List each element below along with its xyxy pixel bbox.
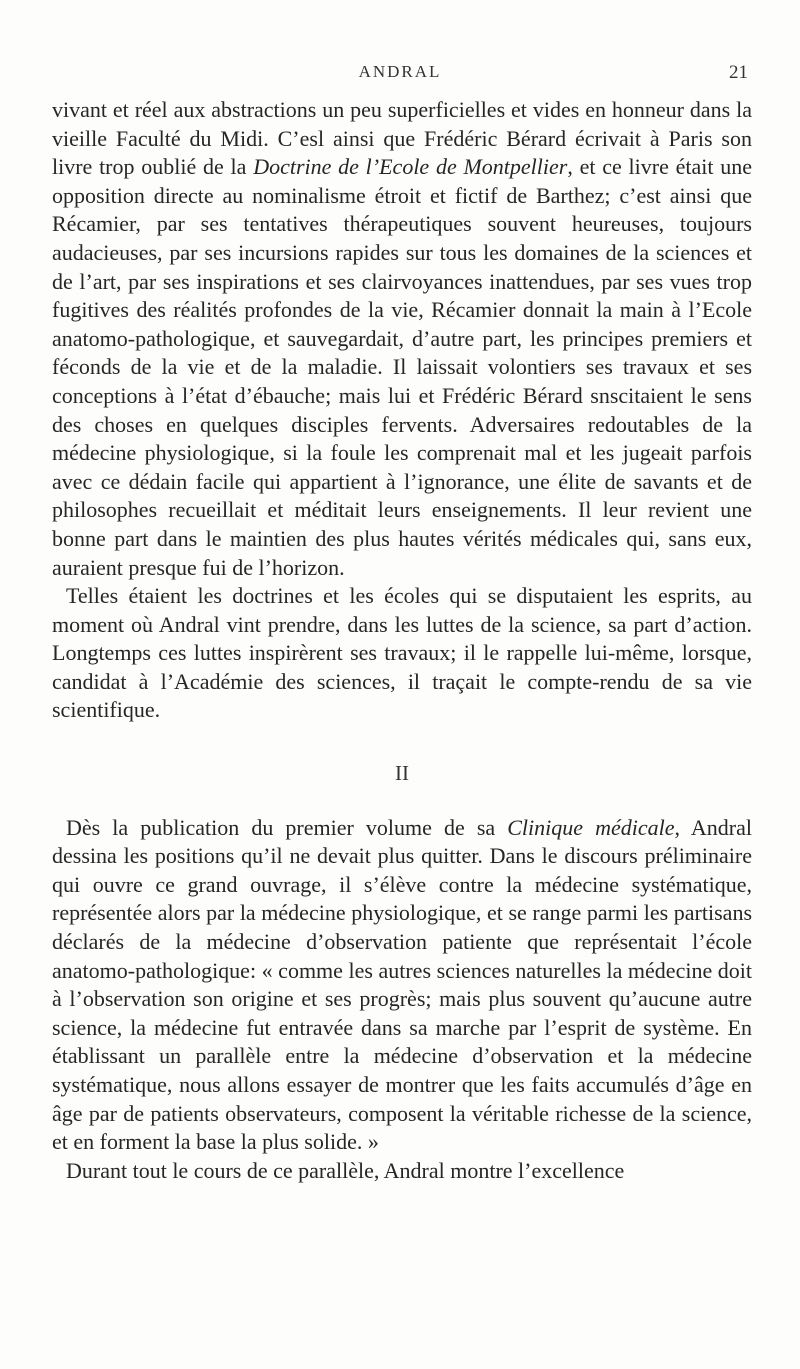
running-head bbox=[52, 62, 748, 86]
paragraph-1-text-b: , et ce livre était une opposition directe au nominalisme étroit et fictif de Barthez; c’est ainsi que Récamier, par ses tentatives thérapeutiques souvent heureuses, toujours audacieuses, par ses incursions rapides sur tous les domaines de la sciences et de l’art, par ses inspirations et ses clairvoyances inattendues, par ses vues trop fugitives des réalités profondes de la vie, Récamier donnait la main à l’Ecole anatomo-pathologique, et sauvegardait, d’autre part, les principes premiers et féconds de la vie et de la maladie. Il laissait volontiers ses travaux et ses conceptions à l’état d’ébauche; mais lui et Frédéric Bérard snscitaient le sens des choses en quelques disciples fervents. Adversaires redoutables de la médecine physiologique, si la foule les comprenait mal et les jugeait parfois avec ce dédain facile qui appartient à l’ignorance, une élite de savants et de philosophes recueillait et méditait leurs enseignements. Il leur revient une bonne part dans le maintien des plus hautes vérités médicales qui, sans eux, auraient presque fui de l’horizon. bbox=[52, 154, 752, 580]
book-title-clinique: Clinique médicale bbox=[507, 814, 675, 840]
running-title: ANDRAL bbox=[358, 62, 442, 81]
page-number: 21 bbox=[729, 62, 748, 83]
book-title-doctrine: Doctrine de l’Ecole de Montpellier bbox=[253, 154, 568, 180]
section-number: II bbox=[395, 761, 409, 786]
paragraph-3-text-b: , Andral dessina les positions qu’il ne devait plus quitter. Dans le discours préliminaire qui ouvre ce grand ouvrage, il s’élève contre la médecine systématique, représentée alors par la médecine physiologique, et se range parmi les partisans déclarés de la médecine d’observation patiente que représentait l’école anatomo-pathologique: « comme les autres sciences naturelles la médecine doit à l’observation son origine et ses progrès; mais plus souvent qu’aucune autre science, la médecine fut entravée dans sa marche par l’esprit de système. En établissant un parallèle entre la médecine d’observation et la médecine systématique, nous allons essayer de montrer que les faits accumulés d’âge en âge par de patients observateurs, composent la véritable richesse de la science, et en forment la base la plus solide. » bbox=[52, 814, 752, 1155]
body-text bbox=[52, 96, 752, 1185]
paragraph-3-text-a: Dès la publication du premier volume de sa bbox=[66, 814, 508, 840]
paragraph-2: Telles étaient les doctrines et les écoles qui se disputaient les esprits, au moment où Andral vint prendre, dans les luttes de la science, sa part d’action. Longtemps ces luttes inspirèrent ses travaux; il le rappelle lui-même, lorsque, candidat à l’Académie des sciences, il traçait le compte-rendu de sa vie scientifique. bbox=[52, 583, 752, 723]
paragraph-4: Durant tout le cours de ce parallèle, Andral montre l’excellence bbox=[66, 1157, 625, 1183]
paragraph-3 bbox=[52, 814, 752, 1157]
paragraph-1 bbox=[52, 96, 752, 582]
paragraph-1-text-a: vivant et réel aux abstractions un peu superficielles et vides en honneur dans la vieille Faculté du Midi. C’esl ainsi que Frédéric Bérard écrivait à Paris son livre trop oublié de la bbox=[52, 97, 752, 180]
